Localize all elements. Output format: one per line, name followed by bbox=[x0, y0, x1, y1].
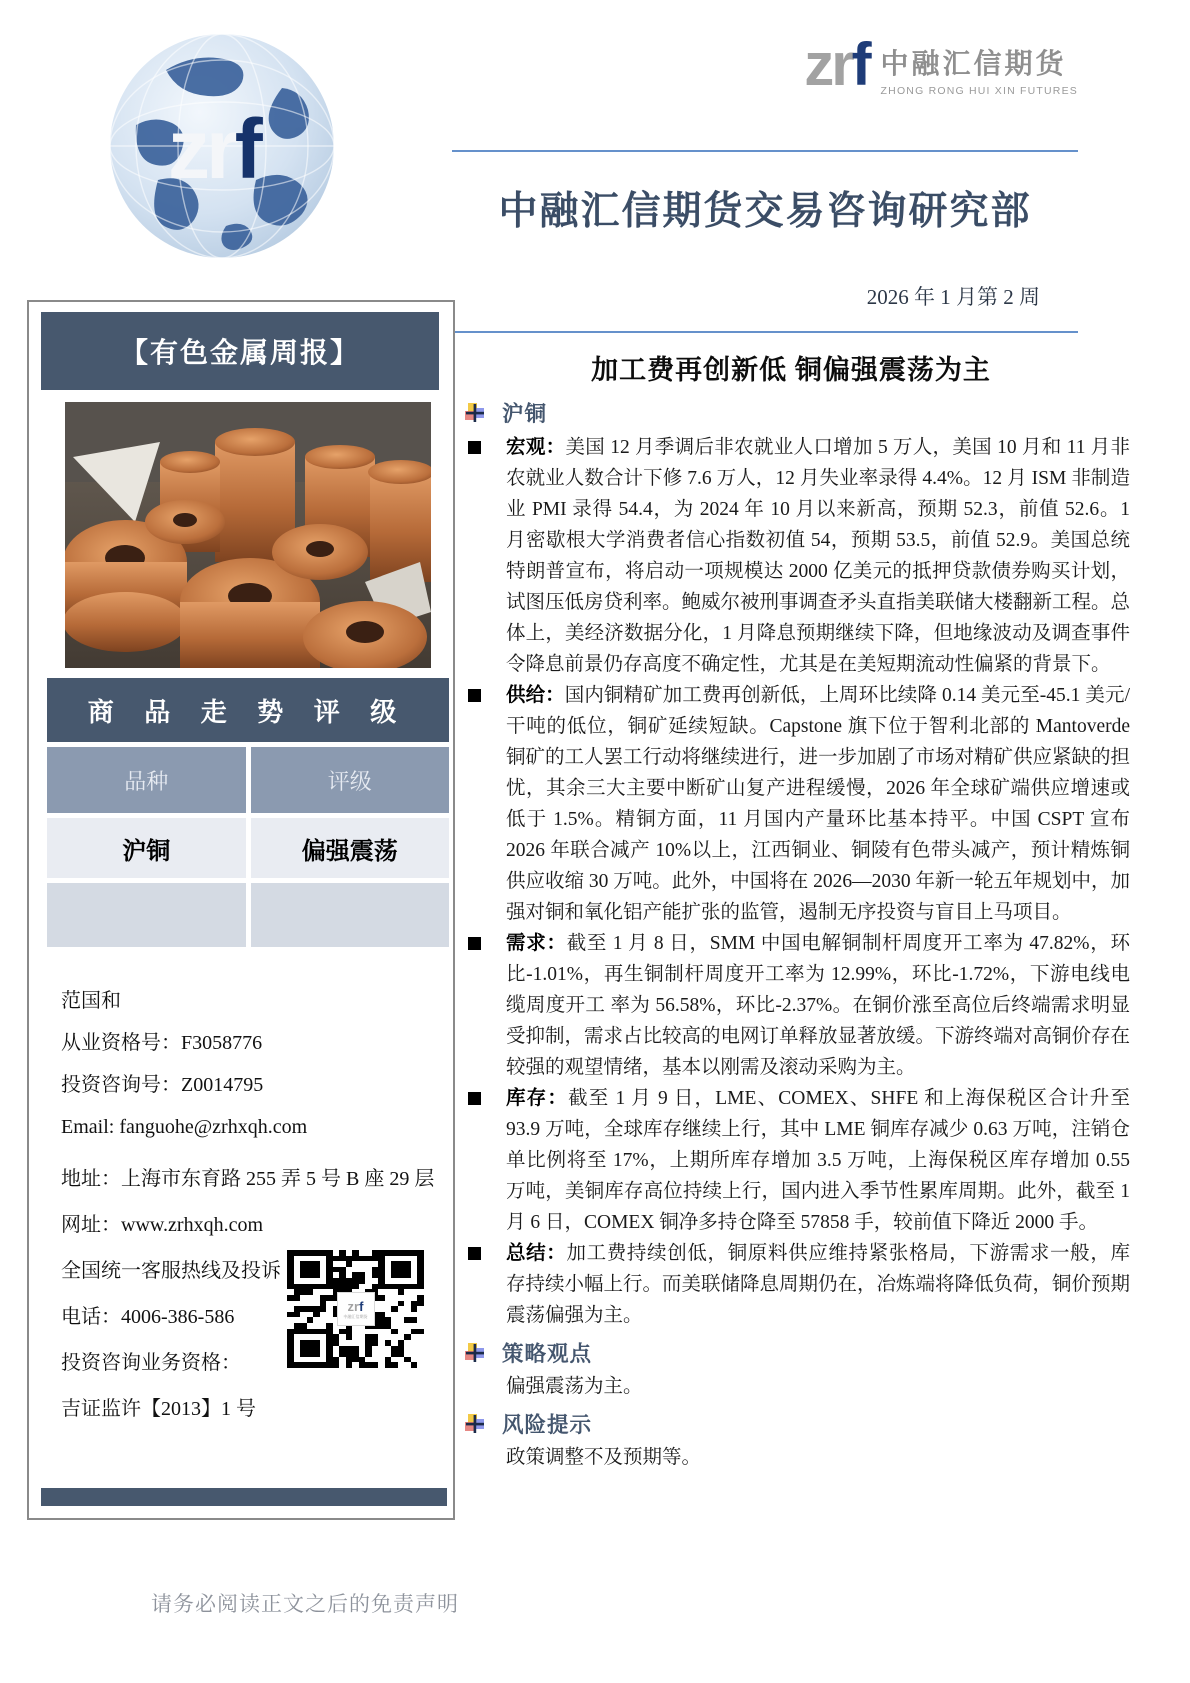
company-name-cn: 中融汇信期货 bbox=[880, 48, 1067, 79]
contact-address: 地址：上海市东育路 255 弄 5 号 B 座 29 层 bbox=[61, 1168, 435, 1190]
section-title-hutong: 沪铜 bbox=[502, 402, 548, 426]
contact-hotline-label: 全国统一客服热线及投诉 bbox=[61, 1260, 281, 1282]
company-wordmark bbox=[804, 31, 1078, 98]
rating-table-row bbox=[47, 818, 449, 878]
article-body bbox=[452, 340, 1130, 1479]
analyst-email: Email: fanguohe@zrhxqh.com bbox=[61, 1116, 308, 1138]
contact-license-no: 吉证监许【2013】1 号 bbox=[61, 1398, 256, 1420]
strategy-text: 偏强震荡为主。 bbox=[506, 1376, 643, 1397]
rating-table-header-row bbox=[47, 747, 449, 813]
qr-code bbox=[287, 1250, 424, 1368]
bullet-demand bbox=[452, 928, 1130, 1083]
contact-website: 网址：www.zrhxqh.com bbox=[61, 1214, 264, 1236]
risk-text: 政策调整不及预期等。 bbox=[506, 1447, 702, 1468]
section-head-risk bbox=[452, 1408, 1130, 1439]
section-head-hutong bbox=[452, 397, 1130, 428]
rating-empty-cell bbox=[47, 883, 246, 947]
department-title: 中融汇信期货交易咨询研究部 bbox=[498, 190, 1032, 233]
bullet-label: 需求： bbox=[506, 933, 567, 954]
colored-cross-bullet-icon bbox=[464, 402, 486, 424]
rating-table bbox=[47, 678, 449, 947]
bullet-summary bbox=[452, 1238, 1130, 1331]
zrf-logo-icon bbox=[804, 31, 869, 98]
article-headline: 加工费再创新低 铜偏强震荡为主 bbox=[591, 355, 991, 385]
section-head-strategy bbox=[452, 1337, 1130, 1368]
sidebar-panel bbox=[27, 300, 455, 1520]
rating-table-row bbox=[47, 883, 449, 947]
analyst-qualification: 从业资格号：F3058776 bbox=[61, 1032, 263, 1054]
analyst-info bbox=[61, 990, 433, 1158]
square-bullet-icon bbox=[452, 1083, 506, 1238]
company-name-en: ZHONG RONG HUI XIN FUTURES bbox=[880, 85, 1078, 97]
bullet-text: 截至 1 月 8 日，SMM 中国电解铜制杆周度开工率为 47.82%，环比-1.01%，再生铜制杆周度开工率为 12.99%，环比-1.72%，下游电线电缆周度开工 率为 56.58%，环比-2.37%。在铜价涨至高位后终端需求明显受抑制，需求占比较高的电网订单释放显著放缓。下游终端对高铜价存在较强的观望情绪，基本以刚需及滚动采购为主。 bbox=[506, 933, 1131, 1078]
sidebar-bottom-bar bbox=[41, 1488, 447, 1506]
bullet-inventory bbox=[452, 1083, 1130, 1238]
header-rule-bottom bbox=[452, 331, 1078, 333]
qr-center-logo-icon: zrf 中融汇信期货 bbox=[337, 1292, 375, 1326]
globe-logo-icon bbox=[106, 30, 338, 262]
logo-zr-text: zr bbox=[804, 31, 852, 98]
contact-license-label: 投资咨询业务资格： bbox=[61, 1352, 241, 1374]
bullet-label: 总结： bbox=[506, 1243, 567, 1264]
bullet-macro bbox=[452, 432, 1130, 680]
issue-date: 2026 年 1 月第 2 周 bbox=[866, 285, 1040, 309]
square-bullet-icon bbox=[452, 680, 506, 928]
bullet-text: 美国 12 月季调后非农就业人口增加 5 万人，美国 10 月和 11 月非农就业人数合计下修 7.6 万人，12 月失业率录得 4.4%。12 月 ISM 非制造业 PMI 录得 54.4，为 2024 年 10 月以来新高，预期 52.3，前值 52.6。1 月密歇根大学消费者信心指数初值 54，预期 53.5，前值 52.9。美国总统特朗普宣布，将启动一项规模达 2000 亿美元的抵押贷款债券购买计划，试图压低房贷利率。鲍威尔被刑事调查矛头直指美联储大楼翻新工程。总体上，美经济数据分化，1 月降息预期继续下降，但地缘波动及调查事件令降息前景仍存高度不确定性，尤其是在美短期流动性偏紧的背景下。 bbox=[506, 437, 1131, 675]
colored-cross-bullet-icon bbox=[464, 1342, 486, 1364]
bullet-label: 库存： bbox=[506, 1088, 569, 1109]
bullet-supply bbox=[452, 680, 1130, 928]
square-bullet-icon bbox=[452, 432, 506, 680]
bullet-text: 加工费持续创低，铜原料供应维持紧张格局，下游需求一般，库存持续小幅上行。而美联储降息周期仍在，冶炼端将降低负荷，铜价预期震荡偏强为主。 bbox=[506, 1243, 1131, 1326]
rating-empty-cell bbox=[251, 883, 450, 947]
bullet-text: 国内铜精矿加工费再创新低，上周环比续降 0.14 美元至-45.1 美元/干吨的低位，铜矿延续短缺。Capstone 旗下位于智利北部的 Mantoverde 铜矿的工人罢工行动将继续进行，进一步加剧了市场对精矿供应紧缺的担忧，其余三大主要中断矿山复产进程缓慢，2026 年全球矿端供应增速或低于 1.5%。精铜方面，11 月国内产量环比基本持平。中国 CSPT 宣布 2026 年联合减产 10%以上，江西铜业、铜陵有色带头减产，预计精炼铜供应收缩 30 万吨。此外，中国将在 2026—2030 年新一轮五年规划中，加强对铜和氧化铝产能扩张的监管，遏制无序投资与盲目上马项目。 bbox=[506, 685, 1131, 923]
bullet-label: 供给： bbox=[506, 685, 565, 706]
colored-cross-bullet-icon bbox=[464, 1413, 486, 1435]
copper-coils-photo bbox=[65, 402, 431, 668]
contact-phone: 电话：4006-386-586 bbox=[61, 1306, 235, 1328]
header-rule-top bbox=[452, 150, 1078, 152]
rating-col-rating: 评级 bbox=[251, 747, 450, 813]
svg-text:zrf: zrf bbox=[168, 102, 259, 196]
analyst-name: 范国和 bbox=[61, 990, 121, 1012]
weekly-report-banner: 【有色金属周报】 bbox=[41, 312, 439, 390]
bullet-label: 宏观： bbox=[506, 437, 566, 458]
rating-rating-value: 偏强震荡 bbox=[251, 818, 450, 878]
square-bullet-icon bbox=[452, 928, 506, 1083]
square-bullet-icon bbox=[452, 1238, 506, 1331]
section-title-strategy: 策略观点 bbox=[502, 1342, 593, 1366]
bullet-text: 截至 1 月 9 日，LME、COMEX、SHFE 和上海保税区合计升至 93.9 万吨，全球库存继续上行，其中 LME 铜库存减少 0.63 万吨，注销仓单比例将至 17%，上期所库存增加 3.5 万吨，上海保税区库存增加 0.55 万吨，美铜库存高位持续上行，国内进入季节性累库周期。此外，截至 1 月 6 日，COMEX 铜净多持仓降至 57858 手，较前值下降近 2000 手。 bbox=[506, 1088, 1130, 1233]
rating-table-title: 商 品 走 势 评 级 bbox=[47, 678, 449, 742]
logo-f-text: f bbox=[851, 31, 869, 98]
rating-col-variety: 品种 bbox=[47, 747, 246, 813]
rating-variety-value: 沪铜 bbox=[47, 818, 246, 878]
analyst-advisory-no: 投资咨询号：Z0014795 bbox=[61, 1074, 264, 1096]
section-title-risk: 风险提示 bbox=[502, 1413, 593, 1437]
disclaimer-note: 请务必阅读正文之后的免责声明 bbox=[151, 1592, 459, 1616]
